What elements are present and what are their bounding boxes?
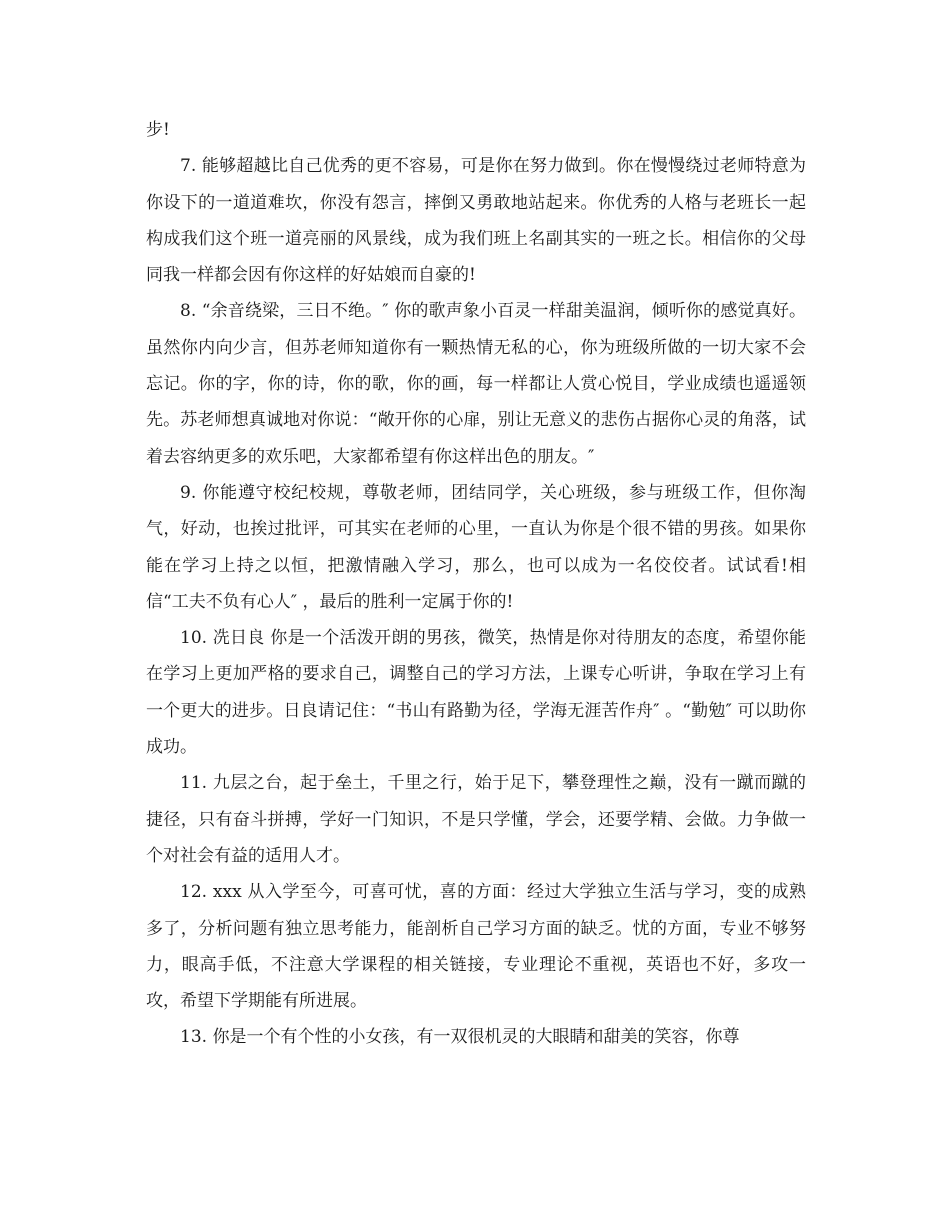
paragraph-item-12: 12. xxx 从入学至今，可喜可忧，喜的方面：经过大学独立生活与学习，变的成熟多了，分析问题有独立思考能力，能剖析自己学习方面的缺乏。忧的方面，专业不够努力，眼高手低，不注意大学课程的相关链接，专业理论不重视，英语也不好，多攻一攻，希望下学期能有所进展。 bbox=[146, 882, 806, 1012]
paragraph-item-10: 10. 冼日良 你是一个活泼开朗的男孩，微笑，热情是你对待朋友的态度，希望你能在学习上更加严格的要求自己，调整自己的学习方法，上课专心听讲，争取在学习上有一个更大的进步。日良请记住：“书山有路勤为径，学海无涯苦作舟″ 。“勤勉″ 可以助你成功。 bbox=[146, 628, 806, 758]
paragraph-item-8: 8. “余音绕梁，三日不绝。″ 你的歌声象小百灵一样甜美温润，倾听你的感觉真好。虽然你内向少言，但苏老师知道你有一颗热情无私的心，你为班级所做的一切大家不会忘记。你的字，你的诗，你的歌，你的画，每一样都让人赏心悦目，学业成绩也遥遥领先。苏老师想真诚地对你说：“敞开你的心扉，别让无意义的悲伤占据你心灵的角落，试着去容纳更多的欢乐吧，大家都希望有你这样出色的朋友。″ bbox=[146, 301, 806, 467]
paragraph-item-13: 13. 你是一个有个性的小女孩，有一双很机灵的大眼睛和甜美的笑容，你尊 bbox=[180, 1027, 740, 1048]
paragraph-continuation: 步! bbox=[146, 120, 170, 140]
document-body bbox=[146, 112, 806, 1056]
paragraph-item-11: 11. 九层之台，起于垒土，千里之行，始于足下，攀登理性之巅，没有一蹴而蹴的捷径，只有奋斗拼搏，学好一门知识，不是只学懂，学会，还要学精、会做。力争做一个对社会有益的适用人才。 bbox=[146, 773, 806, 866]
paragraph-item-7: 7. 能够超越比自己优秀的更不容易，可是你在努力做到。你在慢慢绕过老师特意为你设下的一道道难坎，你没有怨言，摔倒又勇敢地站起来。你优秀的人格与老班长一起构成我们这个班一道亮丽的风景线，成为我们班上名副其实的一班之长。相信你的父母同我一样都会因有你这样的好姑娘而自豪的! bbox=[146, 156, 806, 286]
paragraph-item-9: 9. 你能遵守校纪校规，尊敬老师，团结同学，关心班级，参与班级工作，但你淘气，好动，也挨过批评，可其实在老师的心里，一直认为你是个很不错的男孩。如果你能在学习上持之以恒，把激情融入学习，那么，也可以成为一名佼佼者。试试看!相信“工夫不负有心人″ ，最后的胜利一定属于你的! bbox=[146, 482, 806, 612]
